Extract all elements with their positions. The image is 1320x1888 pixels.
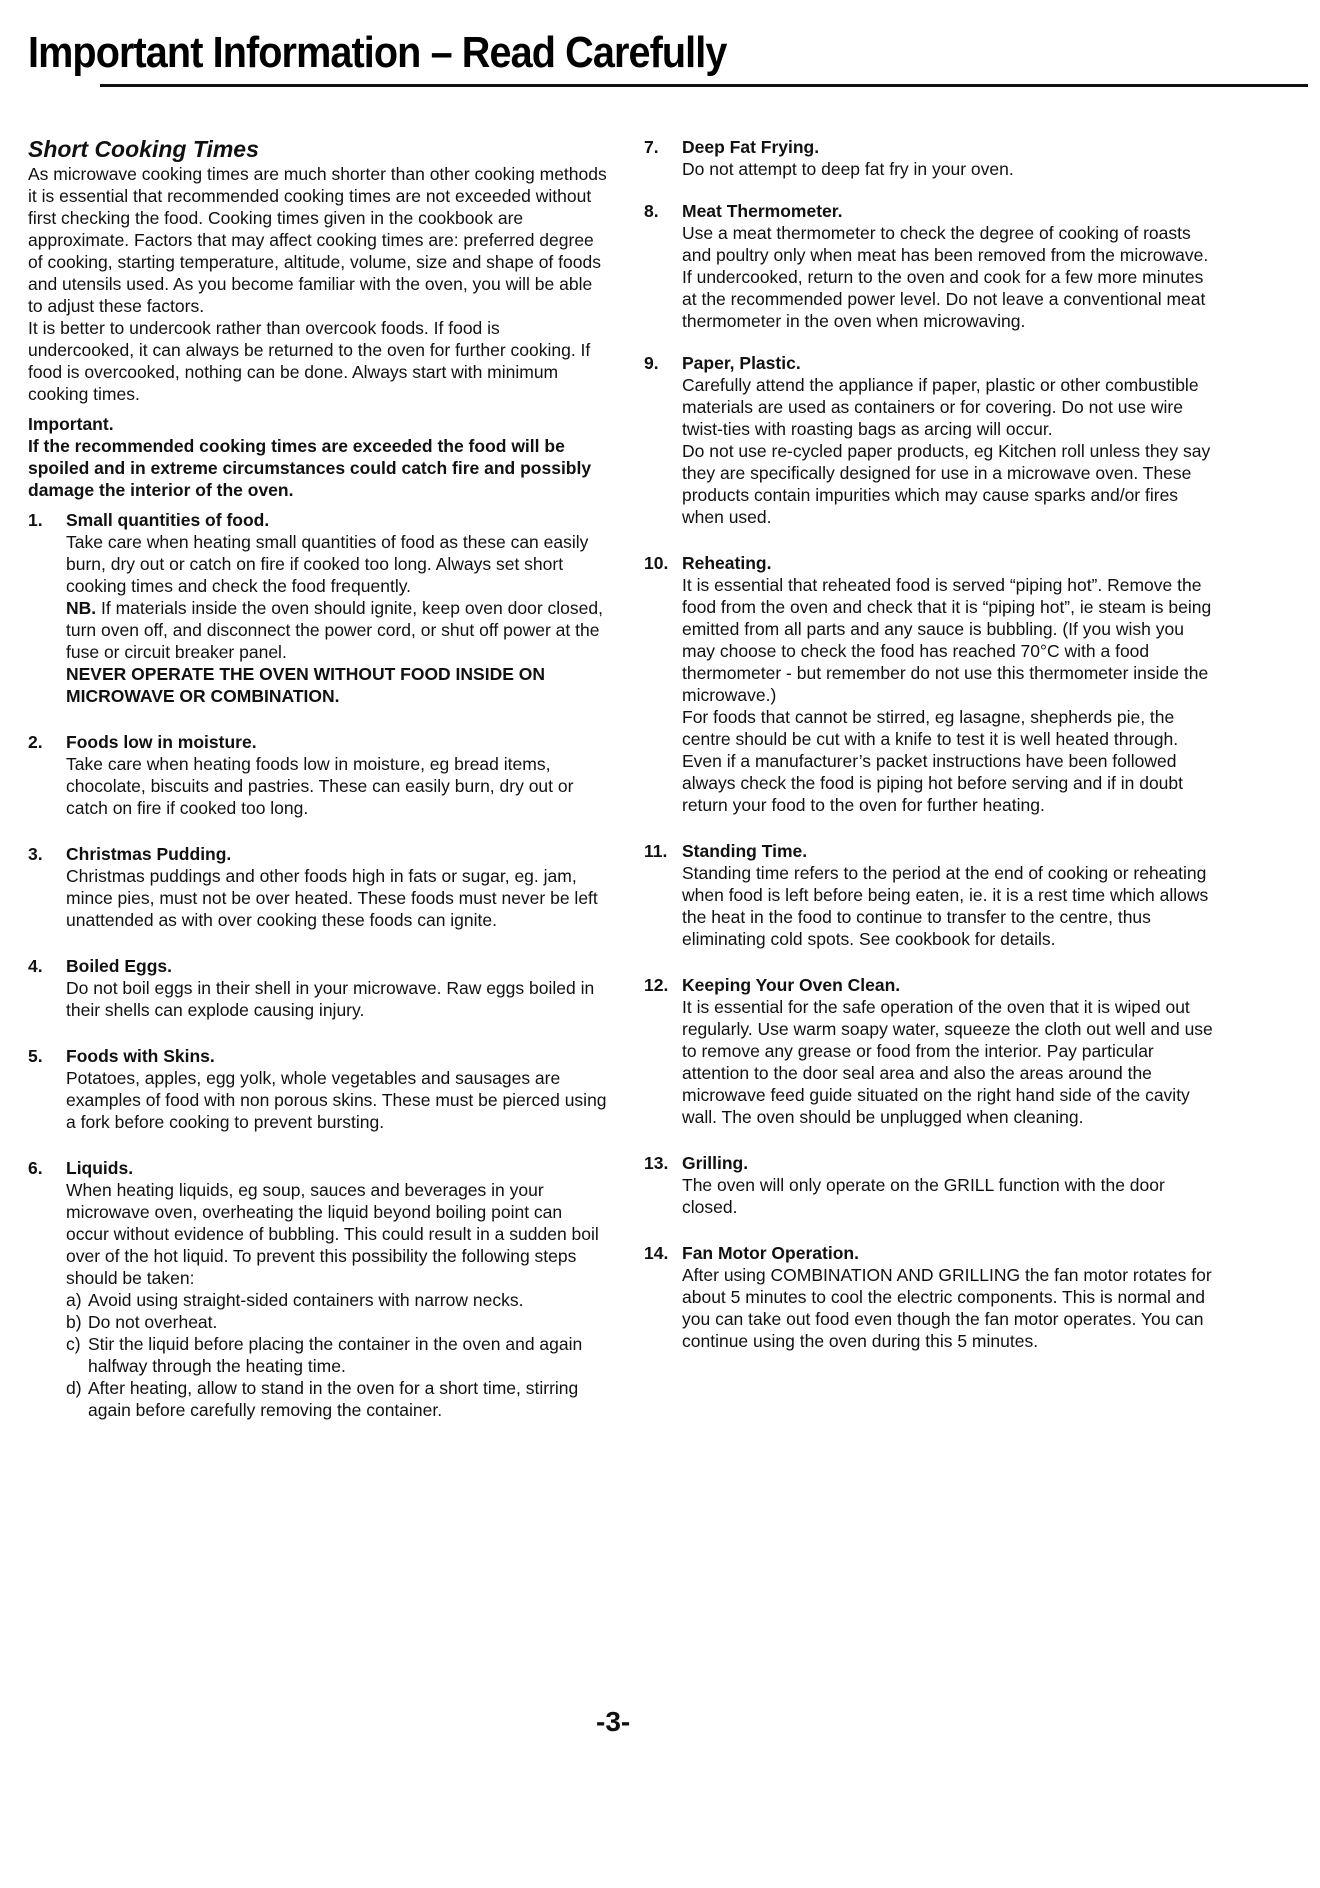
item-text: Take care when heating small quantities of food as these can easily burn, dry out or catch on fire if cooked too long. Always set short cooking times and check the food frequently. <box>66 532 589 596</box>
item-number: 5. <box>28 1046 43 1066</box>
list-item-10 <box>644 552 1216 816</box>
nb-label: NB. <box>66 598 97 618</box>
short-cooking-para-2: It is better to undercook rather than overcook foods. If food is undercooked, it can always be returned to the oven for further cooking. If food is overcooked, nothing can be done. Always start with minimum cooking times. <box>28 318 591 404</box>
item-number: 12. <box>644 975 669 995</box>
item-heading: Deep Fat Frying. <box>682 137 820 157</box>
item-note <box>66 597 608 663</box>
left-column <box>28 136 608 1421</box>
important-label: Important. <box>28 414 114 434</box>
list-item-9 <box>644 352 1216 528</box>
item-number: 8. <box>644 201 659 221</box>
item-heading: Keeping Your Oven Clean. <box>682 975 901 995</box>
item-number: 7. <box>644 137 659 157</box>
list-item-4 <box>28 955 608 1021</box>
list-item-11 <box>644 840 1216 950</box>
item-heading: Foods low in moisture. <box>66 732 257 752</box>
short-cooking-para-1: As microwave cooking times are much shorter than other cooking methods it is essential that recommended cooking times are not exceeded without first checking the food. Cooking times given in the cookbook are approximate. Factors that may affect cooking times are: preferred degree of cooking, starting temperature, altitude, volume, size and shape of foods and utensils used. As you become familiar with the oven, you will be able to adjust these factors. <box>28 164 607 316</box>
item-text-2: Do not use re-cycled paper products, eg Kitchen roll unless they say they are specifically designed for use in a microwave oven. These products contain impurities which may cause sparks and/or fires when used. <box>682 441 1211 527</box>
item-number: 3. <box>28 844 43 864</box>
item-heading: Reheating. <box>682 553 772 573</box>
list-item-13 <box>644 1152 1216 1218</box>
list-item-7 <box>644 136 1216 180</box>
item-heading: Fan Motor Operation. <box>682 1243 859 1263</box>
list-item-14 <box>644 1242 1216 1352</box>
item-text: Carefully attend the appliance if paper, plastic or other combustible materials are used as containers or for covering. Do not use wire twist-ties with roasting bags as arcing will occur. <box>682 375 1199 439</box>
item-heading: Foods with Skins. <box>66 1046 215 1066</box>
item-heading: Liquids. <box>66 1158 134 1178</box>
item-warning: NEVER OPERATE THE OVEN WITHOUT FOOD INSIDE ON MICROWAVE OR COMBINATION. <box>66 664 546 706</box>
item-number: 14. <box>644 1243 669 1263</box>
item-heading: Standing Time. <box>682 841 808 861</box>
nb-text: If materials inside the oven should ignite, keep oven door closed, turn oven off, and disconnect the power cord, or shut off power at the fuse or circuit breaker panel. <box>66 598 603 662</box>
item-number: 9. <box>644 353 659 373</box>
item-text: Do not boil eggs in their shell in your microwave. Raw eggs boiled in their shells can explode causing injury. <box>66 978 595 1020</box>
sub-letter: b) <box>66 1312 82 1332</box>
right-column <box>644 136 1216 1352</box>
page-number: -3- <box>596 1706 631 1737</box>
list-item-6 <box>28 1157 608 1421</box>
item-text: Potatoes, apples, egg yolk, whole vegetables and sausages are examples of food with non porous skins. These must be pierced using a fork before cooking to prevent bursting. <box>66 1068 607 1132</box>
important-text: If the recommended cooking times are exceeded the food will be spoiled and in extreme circumstances could catch fire and possibly damage the interior of the oven. <box>28 436 592 500</box>
item-number: 4. <box>28 956 43 976</box>
item-text: After using COMBINATION AND GRILLING the fan motor rotates for about 5 minutes to cool the electric components. This is normal and you can take out food even though the fan motor operates. You can continue using the oven during this 5 minutes. <box>682 1265 1212 1351</box>
item-text: Do not attempt to deep fat fry in your oven. <box>682 159 1014 179</box>
item-text-2: For foods that cannot be stirred, eg lasagne, shepherds pie, the centre should be cut with a knife to test it is well heated through. Even if a manufacturer’s packet instructions have been followed always check the food is piping hot before serving and if in doubt return your food to the oven for further heating. <box>682 707 1184 815</box>
item-text: It is essential for the safe operation of the oven that it is wiped out regularly. Use warm soapy water, squeeze the cloth out well and use to remove any grease or food from the interior. Pay particular attention to the door seal area and also the areas around the microwave feed guide situated on the right hand side of the cavity wall. The oven should be unplugged when cleaning. <box>682 997 1213 1127</box>
item-number: 2. <box>28 732 43 752</box>
list-item-3 <box>28 843 608 931</box>
item-number: 10. <box>644 553 669 573</box>
item-number: 1. <box>28 510 43 530</box>
list-item-5 <box>28 1045 608 1133</box>
sub-item-a <box>66 1289 608 1311</box>
item-text: When heating liquids, eg soup, sauces and beverages in your microwave oven, overheating the liquid beyond boiling point can occur without evidence of bubbling. This could result in a sudden boil over of the hot liquid. To prevent this possibility the following steps should be taken: <box>66 1180 599 1288</box>
sub-letter: a) <box>66 1290 82 1310</box>
item-heading: Grilling. <box>682 1153 749 1173</box>
sub-text: After heating, allow to stand in the oven for a short time, stirring again before carefully removing the container. <box>88 1378 579 1420</box>
item-number: 11. <box>644 841 668 861</box>
item-heading: Christmas Pudding. <box>66 844 232 864</box>
sub-letter: c) <box>66 1334 81 1354</box>
item-heading: Small quantities of food. <box>66 510 270 530</box>
item-text: The oven will only operate on the GRILL function with the door closed. <box>682 1175 1165 1217</box>
list-item-8 <box>644 200 1216 332</box>
item-heading: Meat Thermometer. <box>682 201 843 221</box>
sub-text: Do not overheat. <box>88 1312 218 1332</box>
sub-item-b <box>66 1311 608 1333</box>
item-text: Christmas puddings and other foods high in fats or sugar, eg. jam, mince pies, must not be over heated. These foods must never be left unattended as with over cooking these foods can ignite. <box>66 866 598 930</box>
list-item-12 <box>644 974 1216 1128</box>
item-heading: Boiled Eggs. <box>66 956 172 976</box>
item-text: It is essential that reheated food is served “piping hot”. Remove the food from the oven and check that it is “piping hot”, ie steam is being emitted from all parts and any sauce is bubbling. (If you wish you may choose to check the food has reached 70°C with a food thermometer - but remember do not use this thermometer inside the microwave.) <box>682 575 1212 705</box>
sub-item-c <box>66 1333 608 1377</box>
sub-text: Avoid using straight-sided containers with narrow necks. <box>88 1290 524 1310</box>
title-rule <box>100 84 1308 87</box>
list-item-1 <box>28 509 608 707</box>
item-number: 6. <box>28 1158 43 1178</box>
item-text: Standing time refers to the period at the end of cooking or reheating when food is left before being eaten, ie. it is a rest time which allows the heat in the food to continue to transfer to the centre, thus eliminating cold spots. See cookbook for details. <box>682 863 1209 949</box>
item-text: Take care when heating foods low in moisture, eg bread items, chocolate, biscuits and pastries. These can easily burn, dry out or catch on fire if cooked too long. <box>66 754 574 818</box>
item-heading: Paper, Plastic. <box>682 353 801 373</box>
item-text: Use a meat thermometer to check the degree of cooking of roasts and poultry only when meat has been removed from the microwave. If undercooked, return to the oven and cook for a few more minutes at the recommended power level. Do not leave a conventional meat thermometer in the oven when microwaving. <box>682 223 1209 331</box>
list-item-2 <box>28 731 608 819</box>
section-heading-short-cooking: Short Cooking Times <box>28 136 259 162</box>
sub-item-d <box>66 1377 608 1421</box>
sub-text: Stir the liquid before placing the container in the oven and again halfway through the heating time. <box>88 1334 583 1376</box>
page-title: Important Information – Read Carefully <box>28 28 727 77</box>
sub-letter: d) <box>66 1378 82 1398</box>
item-number: 13. <box>644 1153 669 1173</box>
